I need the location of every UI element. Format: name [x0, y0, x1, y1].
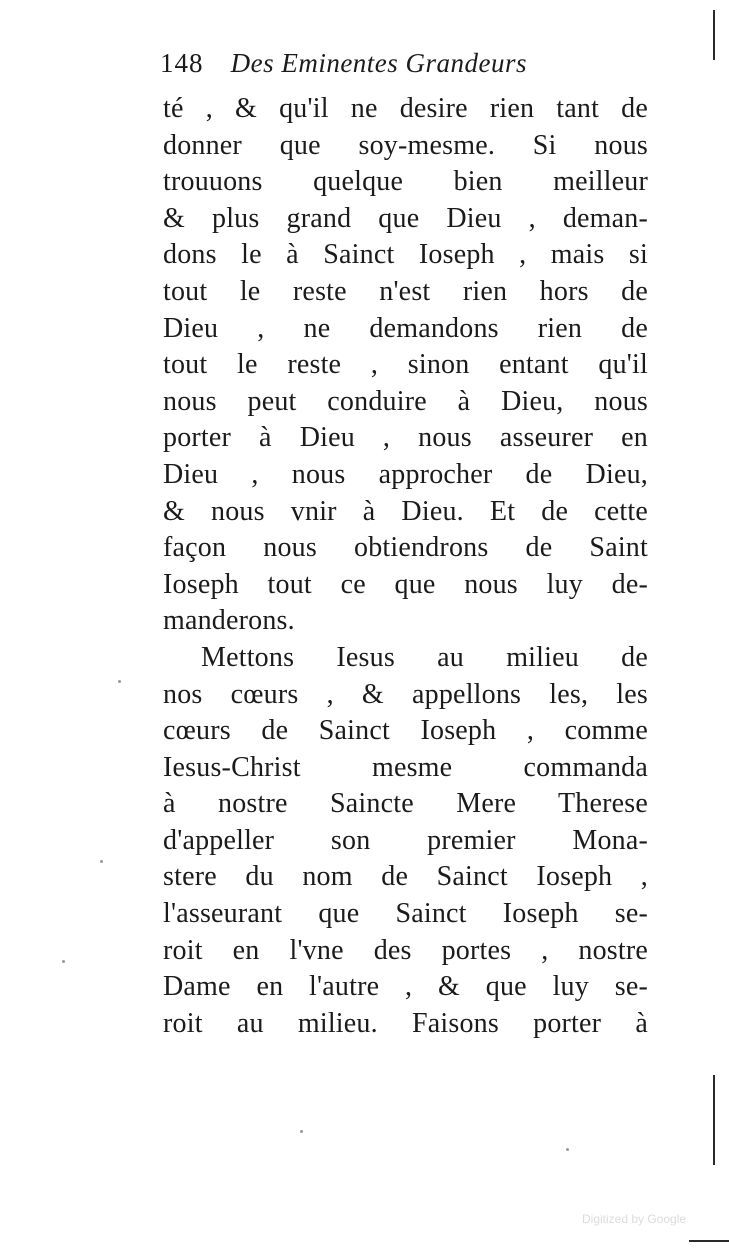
text-line-paragraph-end: manderons.	[163, 605, 295, 637]
page-number: 148	[160, 48, 204, 78]
text-line: l'asseurant que Sainct Ioseph se-	[163, 898, 648, 930]
text-line: porter à Dieu , nous asseurer en	[163, 422, 648, 454]
body-text	[163, 91, 648, 1042]
text-line-paragraph-start: Mettons Iesus au milieu de	[201, 641, 648, 673]
text-line: nos cœurs , & appellons les, les	[163, 678, 648, 710]
text-line: trouuons quelque bien meilleur	[163, 166, 648, 198]
text-line: Dieu , ne demandons rien de	[163, 312, 648, 344]
text-line: tout le reste n'est rien hors de	[163, 275, 648, 307]
text-line: & plus grand que Dieu , deman-	[163, 202, 648, 234]
text-line: & nous vnir à Dieu. Et de cette	[163, 495, 648, 527]
text-line: tout le reste , sinon entant qu'il	[163, 349, 648, 381]
text-line: Dame en l'autre , & que luy se-	[163, 971, 648, 1003]
spine-edge-mark	[713, 1075, 715, 1165]
paper-speck	[300, 1130, 303, 1133]
text-line: Iesus-Christ mesme commanda	[163, 751, 648, 783]
text-line: té , & qu'il ne desire rien tant de	[163, 93, 648, 124]
page-header	[160, 48, 650, 88]
text-line: dons le à Sainct Ioseph , mais si	[163, 239, 648, 271]
text-line: Ioseph tout ce que nous luy de-	[163, 568, 648, 600]
text-line: d'appeller son premier Mona-	[163, 824, 648, 856]
page-corner-mark	[689, 1240, 729, 1242]
paper-speck	[118, 680, 121, 683]
text-line: donner que soy-mesme. Si nous	[163, 129, 648, 161]
text-line: nous peut conduire à Dieu, nous	[163, 385, 648, 417]
digitization-watermark: Digitized by Google	[582, 1212, 687, 1226]
paper-speck	[62, 960, 65, 963]
text-line: roit au milieu. Faisons porter à	[163, 1007, 648, 1039]
text-line: façon nous obtiendrons de Saint	[163, 532, 648, 564]
running-head: Des Eminentes Grandeurs	[230, 48, 528, 78]
text-line: cœurs de Sainct Ioseph , comme	[163, 715, 648, 747]
text-line: à nostre Saincte Mere Therese	[163, 788, 648, 820]
paper-speck	[566, 1148, 569, 1151]
paper-speck	[100, 860, 103, 863]
text-line: roit en l'vne des portes , nostre	[163, 934, 648, 966]
text-line: stere du nom de Sainct Ioseph ,	[163, 861, 648, 893]
text-line: Dieu , nous approcher de Dieu,	[163, 458, 648, 490]
spine-edge-mark	[713, 10, 715, 60]
